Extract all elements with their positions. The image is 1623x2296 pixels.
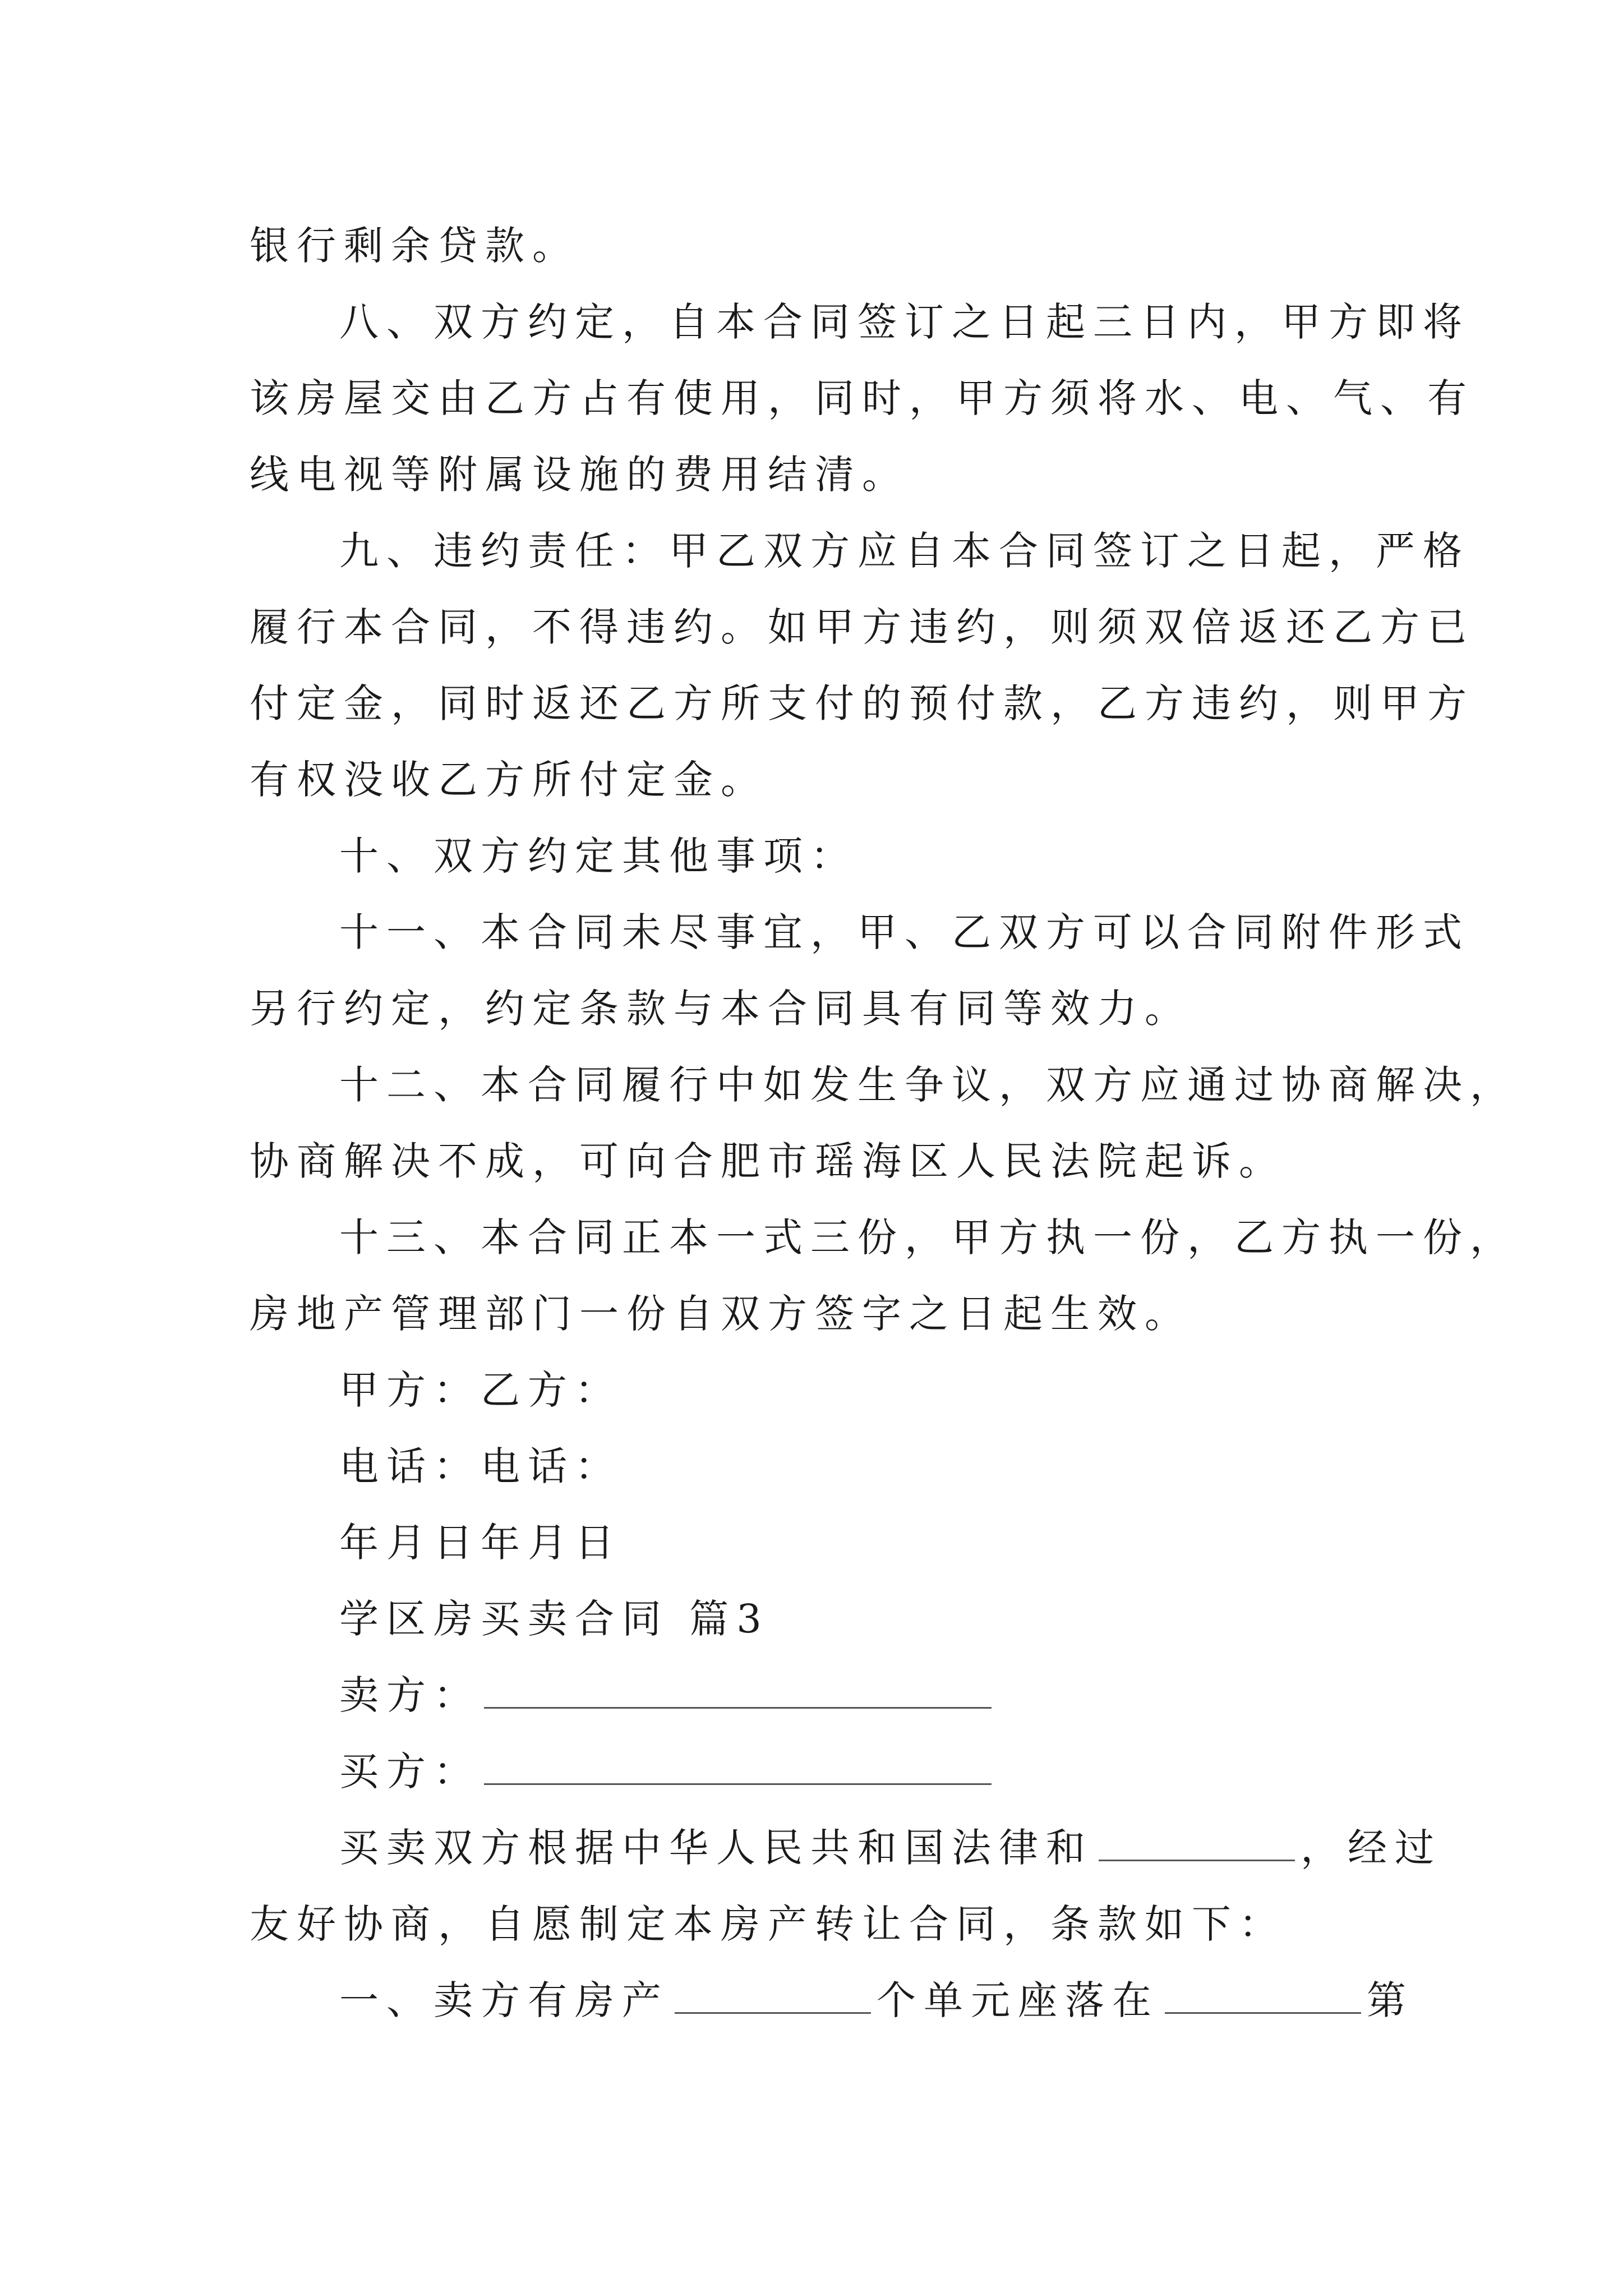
buyer-line <box>250 1733 1377 1810</box>
paragraph-line: 银行剩余贷款。 <box>250 223 579 269</box>
clause-9-line-1: 九、违约责任：甲乙双方应自本合同签订之日起，严格 <box>339 528 1470 574</box>
clause-13-line-2: 房地产管理部门一份自双方签字之日起生效。 <box>250 1291 1192 1337</box>
intro-line-2: 友好协商，自愿制定本房产转让合同，条款如下： <box>250 1901 1286 1947</box>
section-title: 学区房买卖合同 篇3 <box>339 1596 769 1642</box>
signature-phone: 电话：电话： <box>339 1443 622 1489</box>
clause-8-line-3: 线电视等附属设施的费用结清。 <box>250 452 909 498</box>
clause-13-line-1: 十三、本合同正本一式三份，甲方执一份，乙方执一份， <box>339 1214 1517 1260</box>
clause-12-line-2: 协商解决不成，可向合肥市瑶海区人民法院起诉。 <box>250 1138 1286 1184</box>
clause-9-line-3: 付定金，同时返还乙方所支付的预付款，乙方违约，则甲方 <box>250 680 1474 726</box>
signature-date: 年月日年月日 <box>339 1520 622 1566</box>
clause-8-line-1: 八、双方约定，自本合同签订之日起三日内，甲方即将 <box>339 299 1470 345</box>
intro-text-a: 买卖双方根据中华人民共和国法律和 <box>339 1825 1093 1871</box>
seller-blank <box>484 1674 992 1709</box>
law-blank <box>1099 1827 1295 1861</box>
clause-1-line <box>250 1962 1414 2039</box>
clause-1-text-c: 第 <box>1367 1977 1414 2023</box>
clause-9-line-4: 有权没收乙方所付定金。 <box>250 757 768 803</box>
buyer-label: 买方： <box>339 1749 481 1795</box>
intro-line-1 <box>250 1810 1442 1886</box>
location-blank <box>1165 1980 1361 2014</box>
seller-line <box>250 1657 1377 1733</box>
clause-1-text-a: 一、卖方有房产 <box>339 1977 669 2023</box>
unit-count-blank <box>675 1980 871 2014</box>
seller-label: 卖方： <box>339 1672 481 1718</box>
buyer-blank <box>484 1751 992 1785</box>
contract-page <box>250 208 1517 2039</box>
intro-text-b: ，经过 <box>1301 1825 1442 1871</box>
clause-11-line-2: 另行约定，约定条款与本合同具有同等效力。 <box>250 986 1192 1032</box>
clause-11-line-1: 十一、本合同未尽事宜，甲、乙双方可以合同附件形式 <box>339 909 1470 955</box>
clause-10-line-1: 十、双方约定其他事项： <box>339 833 857 879</box>
clause-12-line-1: 十二、本合同履行中如发生争议，双方应通过协商解决， <box>339 1062 1517 1108</box>
clause-8-line-2: 该房屋交由乙方占有使用，同时，甲方须将水、电、气、有 <box>250 375 1474 421</box>
signature-parties: 甲方：乙方： <box>339 1367 622 1413</box>
clause-9-line-2: 履行本合同，不得违约。如甲方违约，则须双倍返还乙方已 <box>250 604 1474 650</box>
clause-1-text-b: 个单元座落在 <box>877 1977 1159 2023</box>
